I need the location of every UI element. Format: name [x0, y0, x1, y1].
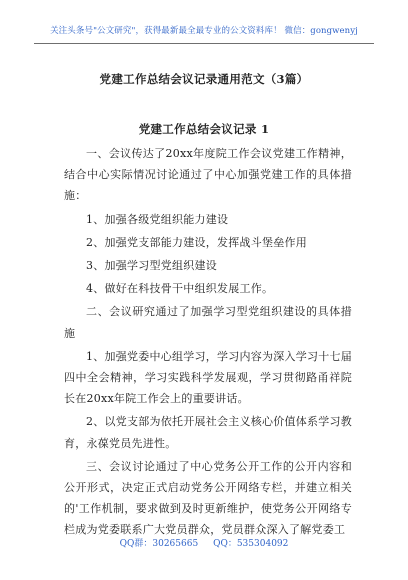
paragraph: 三、会议讨论通过了中心党务公开工作的公开内容和公开形式，决定正式启动党务公开网络专栏，并建立相关的'工作机制，要求做到及时更新维护，使党务公开网络专栏成为党委联系广大党员群众，党员群众深入了解党委工 — [64, 459, 352, 537]
section-title: 党建工作总结会议记录 1 — [138, 122, 270, 136]
footer-contact — [0, 536, 408, 549]
document-body — [64, 143, 352, 543]
paragraph: 2、以党支部为依托开展社会主义核心价值体系学习教育，永葆党员先进性。 — [64, 415, 352, 450]
document-title: 党建工作总结会议记录通用范文（3篇） — [99, 72, 309, 86]
footer-qq-group: QQ群：30265665 — [119, 539, 199, 549]
paragraph: 4、做好在科技骨干中组织发展工作。 — [86, 282, 274, 296]
paragraph: 2、加强党支部能力建设，发挥战斗堡垒作用 — [86, 235, 307, 249]
paragraph: 二、会议研究通过了加强学习型党组织建设的具体措施 — [64, 305, 352, 340]
header-banner: 关注头条号"公文研究"，获得最新最全最专业的公文资料库！ 微信：gongwenyj — [50, 26, 358, 36]
paragraph: 一、会议传达了20xx年度院工作会议党建工作精神，结合中心实际情况讨论通过了中心加强党建工作的具体措施： — [64, 147, 352, 203]
paragraph: 1、加强党委中心组学习，学习内容为深入学习十七届四中全会精神，学习实践科学发展观，学习贯彻路甬祥院长在20xx年院工作会上的重要讲话。 — [64, 349, 352, 406]
header-divider — [34, 43, 374, 44]
footer-qq: QQ：535304092 — [213, 539, 289, 549]
paragraph: 3、加强学习型党组织建设 — [86, 259, 217, 273]
paragraph: 1、加强各级党组织能力建设 — [86, 212, 229, 226]
